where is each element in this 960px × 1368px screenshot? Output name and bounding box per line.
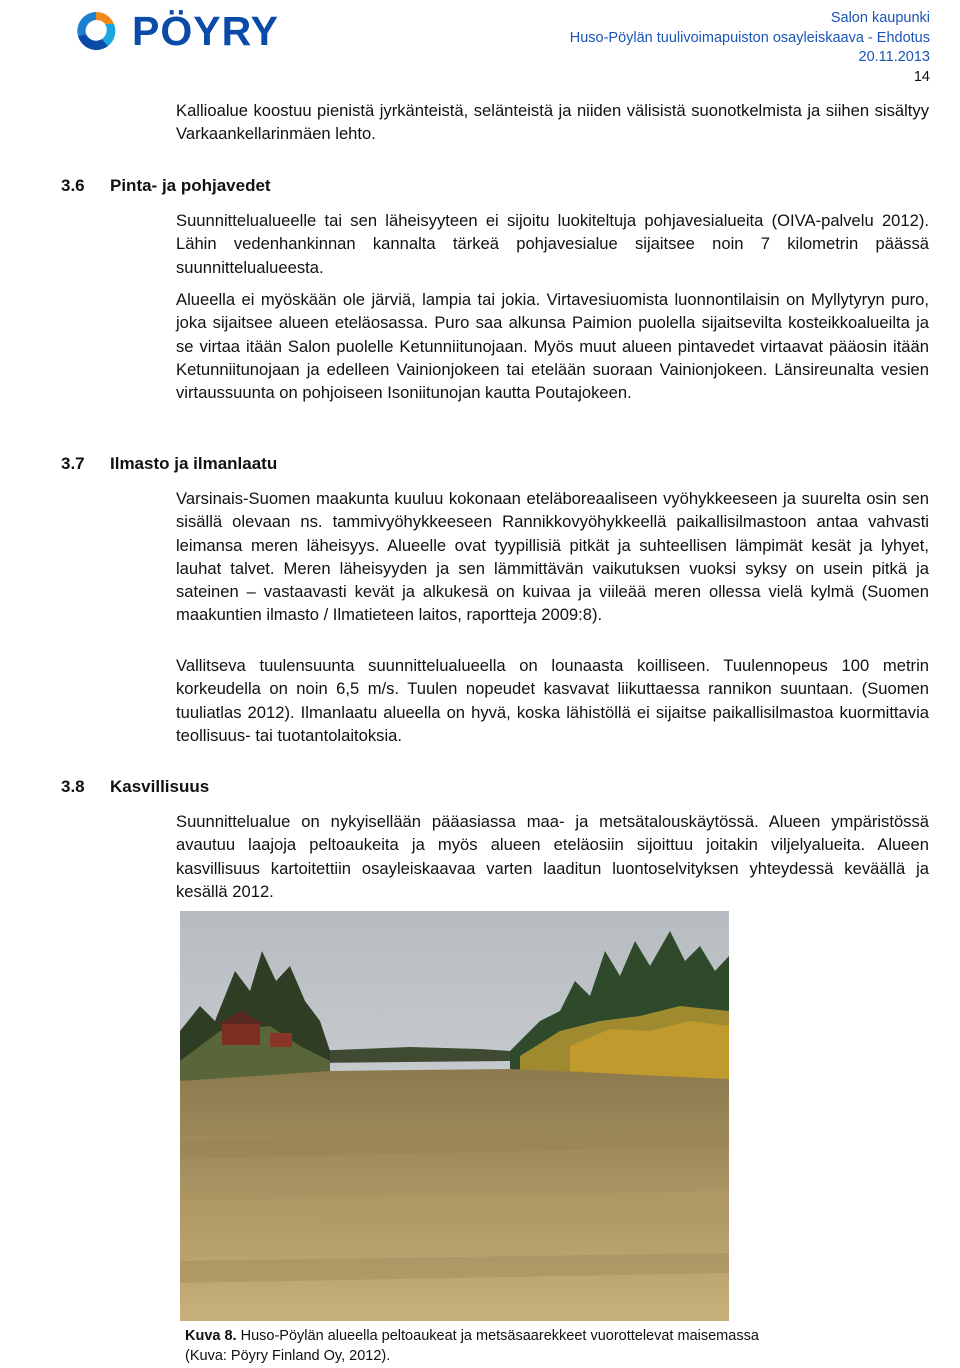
section-title: Kasvillisuus: [110, 777, 210, 796]
paragraph-3-6-2: Alueella ei myöskään ole järviä, lampia tai jokia. Virtavesiuomista luonnontilaisin on Myllytyryn puro, joka sijaitsee alueen eteläosassa. Puro saa alkunsa Paimion puolella sijaitsevilta kosteikkoalueilta ja se virtaa itään Salon puolelle Ketunniitunojaan. Myös muut alueen pintavedet virtaavat pääosin itään Ketunniitunojaan ja edelleen Vainionjokeen tai etelään suoraan Vainionjokeen. Länsireunalta vesien virtaussuunta on pohjoiseen Isoniitunojan kautta Poutajokeen.: [176, 290, 929, 403]
section-title: Ilmasto ja ilmanlaatu: [110, 454, 278, 473]
section-heading-3-8: [61, 777, 209, 797]
paragraph-3-6-1: Suunnittelualueelle tai sen läheisyyteen ei sijoitu luokiteltuja pohjavesialueita (OIVA-palvelu 2012). Lähin vedenhankinnan kannalta tärkeä pohjavesialue sijaitsee noin 7 kilometrin päässä suunnittelualueesta.: [176, 211, 929, 277]
section-heading-3-6: [61, 176, 271, 196]
paragraph-3-8-1: Suunnittelualue on nykyisellään pääasiassa maa- ja metsätalouskäytössä. Alueen ympäristössä avautuu laajoja peltoaukeita ja myös alueen eteläosiin sijoittuu joitakin viljelyalueita. Alueen kasvillisuus kartoitettiin osayleiskaavaa varten laaditun luontoselvityksen yhteydessä keväällä ja kesällä 2012.: [176, 812, 929, 901]
page-header: [570, 9, 930, 87]
paragraph-3-7-2: Vallitseva tuulensuunta suunnittelualueella on lounaasta koilliseen. Tuulennopeus 100 metrin korkeudella on noin 6,5 m/s. Tuulen nopeudet kasvavat liikuttaessa rannikon suuntaan. (Suomen tuuliatlas 2012). Ilmanlaatu alueella on hyvä, koska lähistöllä ei sijaitse paikallisilmastoa kuormittavia teollisuus- tai tuotantolaitoksia.: [176, 656, 929, 745]
paragraph-3-7-1: Varsinais-Suomen maakunta kuuluu kokonaan eteläboreaaliseen vyöhykkeeseen ja suurelta osin sen sisällä olevaan ns. tammivyöhykkeeseen Rannikkovyöhykkeellä paikallisilmastoon antaa vahvasti leimansa meren läheisyys. Alueelle ovat tyypillisiä pitkät ja suhteellisen lämpimät kesät ja lyhyet, lauhat talvet. Meren läheisyyden ja sen lämmittävän vaikutuksen vuoksi syksy on usein pitkä ja sateinen – vastaavasti kevät ja alkukesä on kuivaa ja viileää meren ollessa vielä kylmä (Suomen maakuntien ilmasto / Ilmatieteen laitos, raportteja 2009:8).: [176, 489, 929, 625]
section-number: 3.6: [61, 176, 85, 195]
poyry-logo: [68, 6, 279, 56]
figure-caption: [185, 1327, 885, 1366]
figure-label: Kuva 8.: [185, 1328, 237, 1344]
section-title: Pinta- ja pohjavedet: [110, 176, 271, 195]
logo-wordmark: PÖYRY: [132, 7, 280, 54]
section-heading-3-7: [61, 454, 277, 474]
header-client: Salon kaupunki: [830, 10, 930, 26]
page-number: 14: [913, 68, 930, 85]
landscape-photo: [180, 911, 729, 1321]
figure-caption-text: Huso-Pöylän alueella peltoaukeat ja metsäsaarekkeet vuorottelevat maisemassa: [240, 1328, 759, 1344]
poyry-logo-icon: [68, 8, 124, 54]
section-number: 3.7: [61, 454, 85, 473]
figure-caption-credit: (Kuva: Pöyry Finland Oy, 2012).: [185, 1347, 391, 1364]
header-document-title: Huso-Pöylän tuulivoimapuiston osayleiskaava - Ehdotus: [569, 29, 930, 46]
section-number: 3.8: [61, 777, 85, 796]
header-date: 20.11.2013: [858, 49, 930, 65]
intro-paragraph: Kallioalue koostuu pienistä jyrkänteistä, selänteistä ja niiden välisistä suonotkelmista ja siihen sisältyy Varkaankellarinmäen lehto.: [176, 101, 929, 144]
